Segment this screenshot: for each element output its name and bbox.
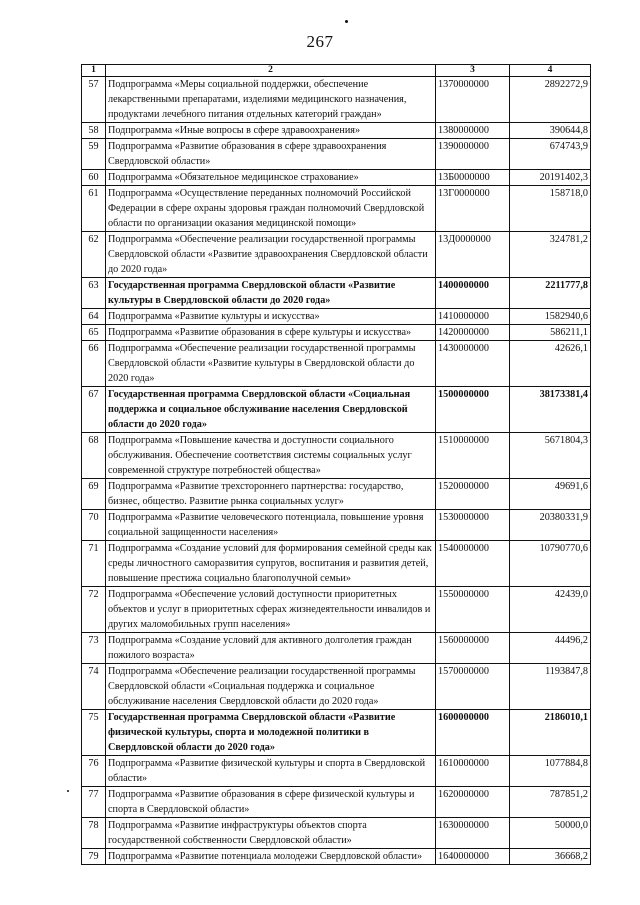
row-name-cell: Подпрограмма «Повышение качества и доступности социального обслуживания. Обеспечение соответствия системы социальных услуг современной структуре потребностей общества» — [106, 433, 436, 479]
row-number-cell: 74 — [82, 664, 106, 710]
row-number-cell: 59 — [82, 139, 106, 170]
table-row — [82, 818, 591, 849]
row-number-cell: 63 — [82, 278, 106, 309]
row-code-cell: 1630000000 — [436, 818, 510, 849]
table-row — [82, 433, 591, 479]
table-row — [82, 633, 591, 664]
row-number-cell: 75 — [82, 710, 106, 756]
scan-speck — [67, 790, 69, 792]
row-number-cell: 62 — [82, 232, 106, 278]
row-number-cell: 71 — [82, 541, 106, 587]
row-name-cell: Подпрограмма «Развитие образования в сфере физической культуры и спорта в Свердловской области» — [106, 787, 436, 818]
table-row — [82, 341, 591, 387]
table-row — [82, 123, 591, 139]
table-row — [82, 278, 591, 309]
row-number-cell: 66 — [82, 341, 106, 387]
row-name-cell: Государственная программа Свердловской области «Развитие культуры в Свердловской области до 2020 года» — [106, 278, 436, 309]
table-body — [82, 77, 591, 865]
table-row — [82, 710, 591, 756]
row-name-cell: Подпрограмма «Развитие культуры и искусства» — [106, 309, 436, 325]
row-number-cell: 61 — [82, 186, 106, 232]
row-sum-cell: 10790770,6 — [510, 541, 591, 587]
table-row — [82, 849, 591, 865]
row-sum-cell: 38173381,4 — [510, 387, 591, 433]
row-name-cell: Подпрограмма «Обеспечение реализации государственной программы Свердловской области «Развитие культуры в Свердловской области до 2020 года» — [106, 341, 436, 387]
row-name-cell: Подпрограмма «Меры социальной поддержки, обеспечение лекарственными препаратами, изделиями медицинского назначения, продуктами лечебного питания отдельных категорий граждан» — [106, 77, 436, 123]
row-sum-cell: 50000,0 — [510, 818, 591, 849]
column-header: 4 — [510, 65, 591, 77]
row-name-cell: Подпрограмма «Развитие потенциала молодежи Свердловской области» — [106, 849, 436, 865]
row-code-cell: 1640000000 — [436, 849, 510, 865]
row-name-cell: Подпрограмма «Осуществление переданных полномочий Российской Федерации в сфере охраны здоровья граждан полномочий Свердловской области по организации оказания медицинской помощи» — [106, 186, 436, 232]
row-code-cell: 1390000000 — [436, 139, 510, 170]
row-code-cell: 1420000000 — [436, 325, 510, 341]
row-name-cell: Подпрограмма «Обеспечение реализации государственной программы Свердловской области «Социальная поддержка и социальное обслуживание населения Свердловской области до 2020 года» — [106, 664, 436, 710]
row-code-cell: 1520000000 — [436, 479, 510, 510]
row-sum-cell: 20380331,9 — [510, 510, 591, 541]
row-sum-cell: 42439,0 — [510, 587, 591, 633]
row-sum-cell: 390644,8 — [510, 123, 591, 139]
row-sum-cell: 49691,6 — [510, 479, 591, 510]
row-code-cell: 1600000000 — [436, 710, 510, 756]
row-sum-cell: 1193847,8 — [510, 664, 591, 710]
row-number-cell: 67 — [82, 387, 106, 433]
page-number: 267 — [306, 32, 334, 51]
row-code-cell: 13Г0000000 — [436, 186, 510, 232]
row-code-cell: 1570000000 — [436, 664, 510, 710]
row-name-cell: Подпрограмма «Создание условий для формирования семейной среды как среды личностного саморазвития супругов, воспитания и развития детей, повышение престижа социально благополучной семьи» — [106, 541, 436, 587]
column-header: 1 — [82, 65, 106, 77]
row-name-cell: Подпрограмма «Развитие человеческого потенциала, повышение уровня социальной защищенности населения» — [106, 510, 436, 541]
row-sum-cell: 20191402,3 — [510, 170, 591, 186]
row-sum-cell: 158718,0 — [510, 186, 591, 232]
row-name-cell: Подпрограмма «Развитие образования в сфере культуры и искусства» — [106, 325, 436, 341]
table-row — [82, 787, 591, 818]
table-row — [82, 587, 591, 633]
row-code-cell: 13Б0000000 — [436, 170, 510, 186]
column-header: 2 — [106, 65, 436, 77]
row-sum-cell: 586211,1 — [510, 325, 591, 341]
row-name-cell: Государственная программа Свердловской области «Развитие физической культуры, спорта и молодежной политики в Свердловской области до 2020 года» — [106, 710, 436, 756]
row-number-cell: 76 — [82, 756, 106, 787]
table-row — [82, 664, 591, 710]
row-code-cell: 13Д0000000 — [436, 232, 510, 278]
table-row — [82, 77, 591, 123]
table-row — [82, 479, 591, 510]
row-sum-cell: 324781,2 — [510, 232, 591, 278]
table-row — [82, 186, 591, 232]
row-name-cell: Подпрограмма «Обеспечение реализации государственной программы Свердловской области «Развитие здравоохранения Свердловской области до 2020 года» — [106, 232, 436, 278]
row-number-cell: 68 — [82, 433, 106, 479]
row-number-cell: 65 — [82, 325, 106, 341]
scan-speck — [345, 20, 348, 23]
table-row — [82, 325, 591, 341]
column-header: 3 — [436, 65, 510, 77]
row-sum-cell: 2892272,9 — [510, 77, 591, 123]
row-code-cell: 1410000000 — [436, 309, 510, 325]
row-name-cell: Подпрограмма «Создание условий для активного долголетия граждан пожилого возраста» — [106, 633, 436, 664]
row-name-cell: Подпрограмма «Обеспечение условий доступности приоритетных объектов и услуг в приоритетных сферах жизнедеятельности инвалидов и других маломобильных групп населения» — [106, 587, 436, 633]
row-sum-cell: 787851,2 — [510, 787, 591, 818]
row-number-cell: 73 — [82, 633, 106, 664]
table-header-row — [82, 65, 591, 77]
row-code-cell: 1610000000 — [436, 756, 510, 787]
table-row — [82, 510, 591, 541]
row-sum-cell: 2211777,8 — [510, 278, 591, 309]
row-code-cell: 1370000000 — [436, 77, 510, 123]
row-sum-cell: 2186010,1 — [510, 710, 591, 756]
row-number-cell: 60 — [82, 170, 106, 186]
row-code-cell: 1550000000 — [436, 587, 510, 633]
table-row — [82, 387, 591, 433]
row-number-cell: 77 — [82, 787, 106, 818]
table-row — [82, 309, 591, 325]
row-number-cell: 70 — [82, 510, 106, 541]
row-code-cell: 1510000000 — [436, 433, 510, 479]
row-number-cell: 79 — [82, 849, 106, 865]
row-code-cell: 1430000000 — [436, 341, 510, 387]
row-code-cell: 1560000000 — [436, 633, 510, 664]
table-row — [82, 541, 591, 587]
table-row — [82, 170, 591, 186]
row-name-cell: Подпрограмма «Развитие образования в сфере здравоохранения Свердловской области» — [106, 139, 436, 170]
row-number-cell: 58 — [82, 123, 106, 139]
row-name-cell: Подпрограмма «Развитие трехстороннего партнерства: государство, бизнес, общество. Развитие рынка социальных услуг» — [106, 479, 436, 510]
row-sum-cell: 5671804,3 — [510, 433, 591, 479]
row-name-cell: Подпрограмма «Развитие инфраструктуры объектов спорта государственной собственности Свердловской области» — [106, 818, 436, 849]
table-row — [82, 139, 591, 170]
row-name-cell: Подпрограмма «Развитие физической культуры и спорта в Свердловской области» — [106, 756, 436, 787]
row-code-cell: 1620000000 — [436, 787, 510, 818]
row-sum-cell: 44496,2 — [510, 633, 591, 664]
row-name-cell: Подпрограмма «Обязательное медицинское страхование» — [106, 170, 436, 186]
row-code-cell: 1540000000 — [436, 541, 510, 587]
row-sum-cell: 674743,9 — [510, 139, 591, 170]
row-sum-cell: 42626,1 — [510, 341, 591, 387]
row-number-cell: 78 — [82, 818, 106, 849]
row-number-cell: 57 — [82, 77, 106, 123]
row-code-cell: 1500000000 — [436, 387, 510, 433]
row-number-cell: 69 — [82, 479, 106, 510]
row-code-cell: 1530000000 — [436, 510, 510, 541]
row-number-cell: 64 — [82, 309, 106, 325]
row-code-cell: 1400000000 — [436, 278, 510, 309]
budget-table — [81, 64, 591, 865]
row-number-cell: 72 — [82, 587, 106, 633]
row-code-cell: 1380000000 — [436, 123, 510, 139]
row-sum-cell: 36668,2 — [510, 849, 591, 865]
row-name-cell: Государственная программа Свердловской области «Социальная поддержка и социальное обслуживание населения Свердловской области до 2020 года» — [106, 387, 436, 433]
table-row — [82, 756, 591, 787]
row-sum-cell: 1077884,8 — [510, 756, 591, 787]
row-name-cell: Подпрограмма «Иные вопросы в сфере здравоохранения» — [106, 123, 436, 139]
row-sum-cell: 1582940,6 — [510, 309, 591, 325]
table-row — [82, 232, 591, 278]
